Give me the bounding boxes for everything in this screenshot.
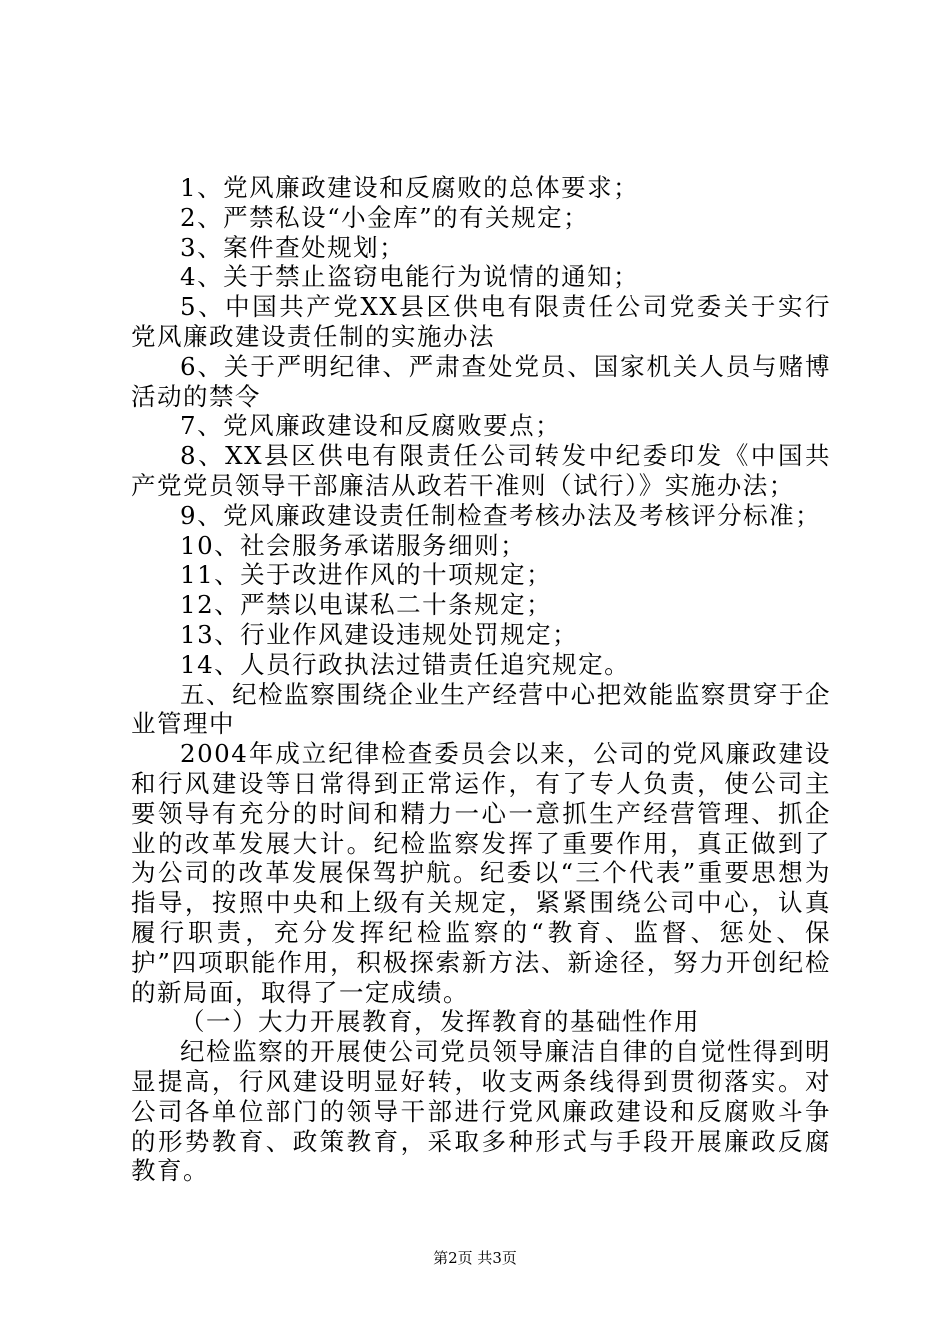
subsection-heading: （一）大力开展教育，发挥教育的基础性作用	[180, 1007, 700, 1037]
list-item: 3、案件查处规划；	[180, 232, 406, 262]
section-heading: 五、纪检监察围绕企业生产经营中心把效能监察贯穿于企业管理中	[131, 679, 831, 739]
document-body	[131, 173, 831, 1186]
list-item: 8、XX县区供电有限责任公司转发中纪委印发《中国共产党党员领导干部廉洁从政若干准则（试行）》实施办法；	[131, 441, 831, 500]
list-item: 11、关于改进作风的十项规定；	[180, 560, 553, 590]
list-item: 9、党风廉政建设责任制检查考核办法及考核评分标准；	[180, 500, 822, 530]
list-item: 2、严禁私设“小金库”的有关规定；	[180, 202, 590, 232]
list-item: 1、党风廉政建设和反腐败的总体要求；	[180, 173, 640, 202]
list-item: 7、党风廉政建设和反腐败要点；	[180, 411, 562, 441]
list-item: 6、关于严明纪律、严肃查处党员、国家机关人员与赌博活动的禁令	[131, 351, 831, 411]
page-footer: 第2页 共3页	[433, 1249, 517, 1267]
list-item: 4、关于禁止盗窃电能行为说情的通知；	[180, 262, 640, 292]
list-item: 12、严禁以电谋私二十条规定；	[180, 590, 553, 620]
list-item: 5、中国共产党XX县区供电有限责任公司党委关于实行党风廉政建设责任制的实施办法	[131, 292, 831, 351]
list-item: 13、行业作风建设违规处罚规定；	[180, 619, 579, 649]
section-paragraph: 2004年成立纪律检查委员会以来，公司的党风廉政建设和行风建设等日常得到正常运作，有了专人负责，使公司主要领导有充分的时间和精力一心一意抓生产经营管理、抓企业的改革发展大计。纪检监察发挥了重要作用，真正做到了为公司的改革发展保驾护航。纪委以“三个代表”重要思想为指导，按照中央和上级有关规定，紧紧围绕公司中心，认真履行职责，充分发挥纪检监察的“教育、监督、惩处、保护”四项职能作用，积极探索新方法、新途径，努力开创纪检的新局面，取得了一定成绩。	[131, 739, 831, 1007]
subsection-paragraph: 纪检监察的开展使公司党员领导廉洁自律的自觉性得到明显提高，行风建设明显好转，收支两条线得到贯彻落实。对公司各单位部门的领导干部进行党风廉政建设和反腐败斗争的形势教育、政策教育，采取多种形式与手段开展廉政反腐教育。	[131, 1037, 831, 1186]
list-item: 10、社会服务承诺服务细则；	[180, 530, 527, 560]
list-item: 14、人员行政执法过错责任追究规定。	[180, 649, 631, 679]
